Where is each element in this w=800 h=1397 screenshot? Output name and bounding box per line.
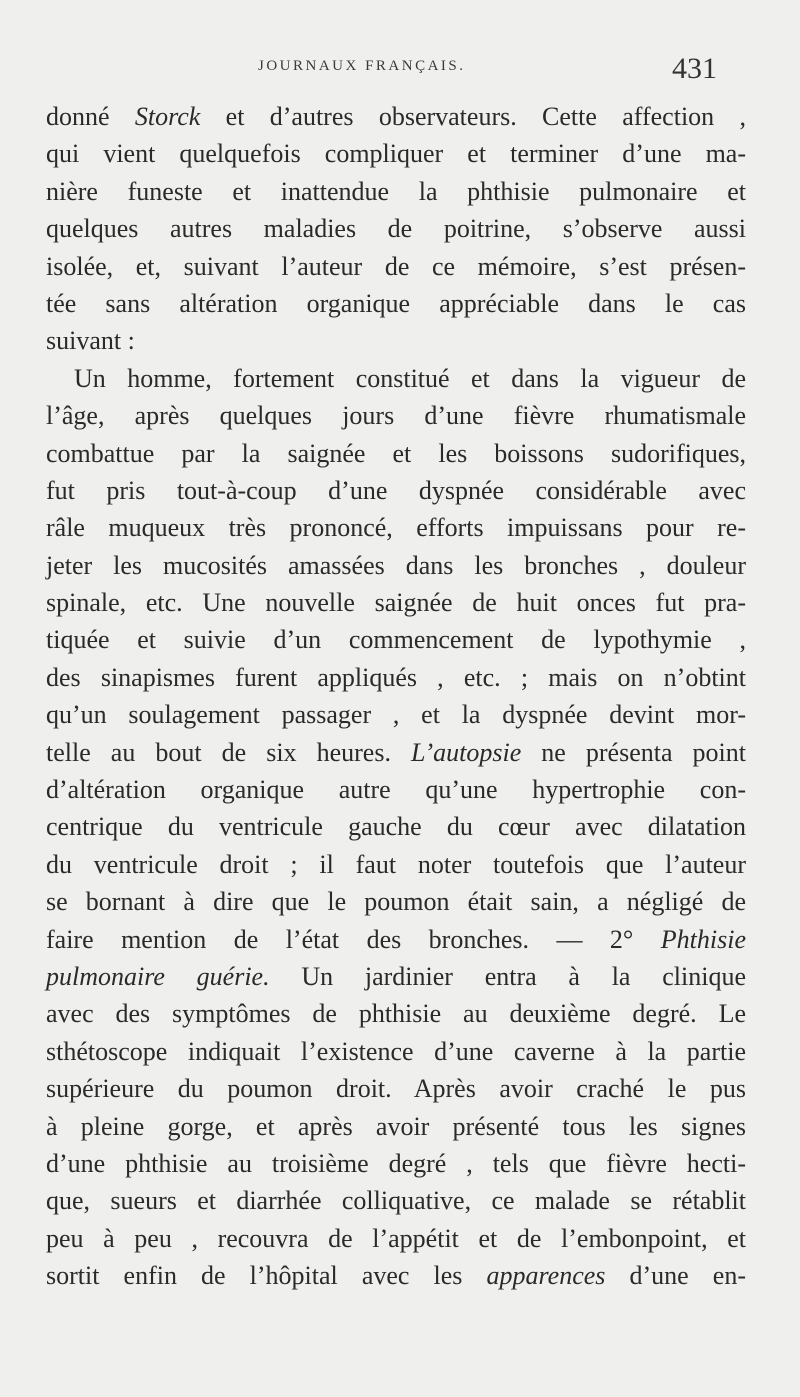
- text-segment: quelques autres maladies de poitrine, s’observe aussi: [46, 214, 746, 244]
- text-segment: sortit enfin de l’hôpital avec les: [46, 1261, 487, 1291]
- text-segment: que, sueurs et diarrhée colliquative, ce malade se rétablit: [46, 1186, 746, 1216]
- text-segment: tée sans altération organique appréciable dans le cas: [46, 288, 746, 318]
- text-segment: d’une en-: [605, 1261, 746, 1291]
- text-line: [46, 1220, 746, 1257]
- text-segment: à pleine gorge, et après avoir présenté tous les signes: [46, 1111, 746, 1141]
- text-line: [46, 1145, 746, 1182]
- text-line: [46, 734, 746, 771]
- text-line: [46, 472, 746, 509]
- text-line: [46, 995, 746, 1032]
- text-segment: Un homme, fortement constitué et dans la vigueur de: [74, 363, 746, 393]
- text-segment: sthétoscope indiquait l’existence d’une caverne à la partie: [46, 1036, 746, 1066]
- text-segment: qu’un soulagement passager , et la dyspnée devint mor-: [46, 700, 746, 730]
- text-segment: jeter les mucosités amassées dans les bronches , douleur: [46, 550, 746, 580]
- text-segment: d’altération organique autre qu’une hypertrophie con-: [46, 775, 746, 805]
- text-line: [46, 248, 746, 285]
- text-line: [46, 771, 746, 808]
- text-segment: isolée, et, suivant l’auteur de ce mémoire, s’est présen-: [46, 251, 746, 281]
- text-segment: ne présenta point: [521, 737, 746, 767]
- text-line: [46, 397, 746, 434]
- text-line: [46, 285, 746, 322]
- text-line: [46, 1033, 746, 1070]
- text-segment: et d’autres observateurs. Cette affection ,: [200, 102, 746, 131]
- page-number: 431: [672, 52, 717, 85]
- text-line: [46, 547, 746, 584]
- text-line: [46, 1070, 746, 1107]
- text-segment: peu à peu , recouvra de l’appétit et de l’embonpoint, et: [46, 1223, 746, 1253]
- text-segment: du ventricule droit ; il faut noter toutefois que l’auteur: [46, 849, 746, 879]
- italic-text: pulmonaire guérie.: [46, 961, 270, 991]
- body-text: [46, 98, 746, 1295]
- text-line: [46, 621, 746, 658]
- text-line: [46, 509, 746, 546]
- text-line: [46, 360, 746, 397]
- text-segment: supérieure du poumon droit. Après avoir craché le pus: [46, 1074, 746, 1104]
- text-segment: telle au bout de six heures.: [46, 737, 411, 767]
- italic-text: L’autopsie: [411, 737, 522, 767]
- text-segment: fut pris tout-à-coup d’une dyspnée considérable avec: [46, 475, 746, 505]
- text-line: [46, 135, 746, 172]
- text-segment: râle muqueux très prononcé, efforts impuissans pour re-: [46, 513, 746, 543]
- text-line: [46, 210, 746, 247]
- text-line: [46, 1182, 746, 1219]
- text-segment: tiquée et suivie d’un commencement de lypothymie ,: [46, 625, 746, 655]
- text-line: [46, 883, 746, 920]
- running-title: JOURNAUX FRANÇAIS.: [258, 58, 466, 74]
- text-line: [46, 322, 746, 359]
- text-line: [46, 1257, 746, 1294]
- text-segment: Un jardinier entra à la clinique: [269, 961, 746, 991]
- text-segment: l’âge, après quelques jours d’une fièvre rhumatismale: [46, 401, 746, 431]
- text-segment: faire mention de l’état des bronches. — 2°: [46, 924, 661, 954]
- italic-text: Phthisie: [660, 924, 746, 954]
- text-line: [46, 696, 746, 733]
- text-line: [46, 921, 746, 958]
- text-segment: centrique du ventricule gauche du cœur avec dilatation: [46, 812, 746, 842]
- text-segment: des sinapismes furent appliqués , etc. ; mais on n’obtint: [46, 662, 746, 692]
- text-segment: qui vient quelquefois compliquer et terminer d’une ma-: [46, 139, 746, 169]
- text-segment: donné: [46, 102, 135, 131]
- text-line: [46, 1108, 746, 1145]
- text-line: [46, 808, 746, 845]
- text-line: [46, 958, 746, 995]
- text-segment: spinale, etc. Une nouvelle saignée de huit onces fut pra-: [46, 588, 746, 618]
- text-segment: d’une phthisie au troisième degré , tels que fièvre hecti-: [46, 1148, 746, 1178]
- text-line: [46, 435, 746, 472]
- italic-text: Storck: [134, 102, 201, 131]
- text-segment: combattue par la saignée et les boissons sudorifiques,: [46, 438, 746, 468]
- text-line: [46, 659, 746, 696]
- text-line: [46, 173, 746, 210]
- text-segment: nière funeste et inattendue la phthisie pulmonaire et: [46, 176, 746, 206]
- text-line: [46, 584, 746, 621]
- text-segment: avec des symptômes de phthisie au deuxième degré. Le: [46, 999, 746, 1029]
- text-line: [46, 98, 746, 135]
- text-segment: se bornant à dire que le poumon était sain, a négligé de: [46, 887, 746, 917]
- italic-text: apparences: [486, 1261, 606, 1291]
- text-line: [46, 846, 746, 883]
- text-segment: suivant :: [46, 326, 135, 356]
